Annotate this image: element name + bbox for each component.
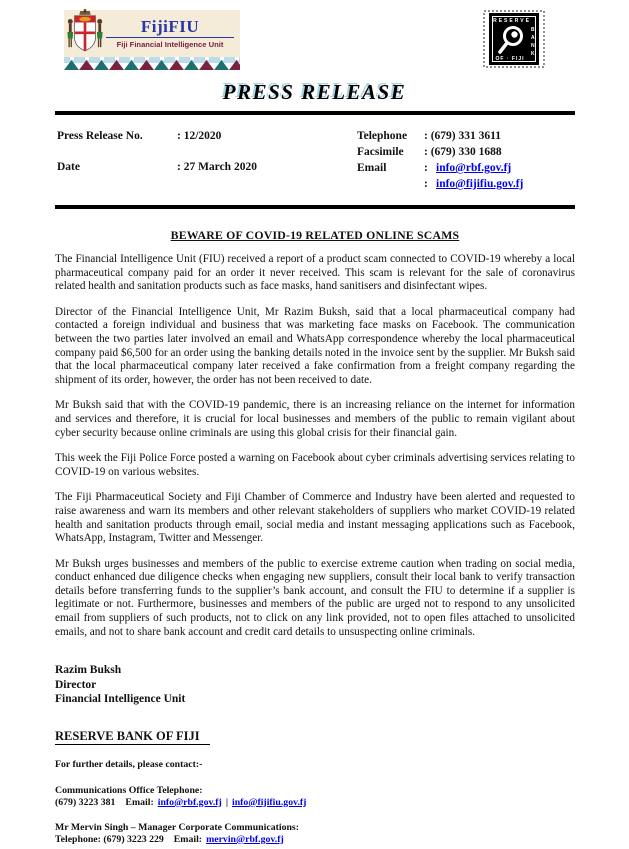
manager-email-prefix: Email: (173, 833, 203, 845)
email-label-spacer (357, 177, 424, 192)
meta-right-column (357, 129, 575, 193)
paragraph-5: The Fiji Pharmaceutical Society and Fiji Chamber of Commerce and Industry have been alerted and requested to raise awareness and warn its members and other relevant stakeholders of suppliers who market COVID-19 related health and sanitation products through email, social media and instant messaging applications such as Facebook, WhatsApp, Instagram, Twitter and Messenger. (55, 491, 575, 545)
press-release-no-row (57, 129, 357, 144)
email-prefix: Email: (125, 796, 154, 808)
paragraph-2: Director of the Financial Intelligence Unit, Mr Razim Buksh, said that a local pharmaceutical company had contacted a foreign individual and business that was marketing face masks on Facebook. The communication between the two parties later involved an email and WhatsApp correspondence whereby the local pharmaceutical company paid $6,500 for an order using the banking details noted in the invoice sent by the supplier. Mr Buksh said that the local pharmaceutical company later received a fake confirmation from a freight company regarding the shipment of its order, however, the order has not been received to date. (55, 305, 575, 386)
paragraph-6: Mr Buksh urges businesses and members of the public to exercise extreme caution when trading on social media, conduct enhanced due diligence checks when engaging new suppliers, consult their local bank to verify transaction details before transferring funds to the supplier’s bank account, and consult the FIU to determine if a supplier is legitimate or not. Furthermore, businesses and members of the public are urged not to respond to any unsolicited email from suppliers of such products, not to click on any link provided, not to open files attached to unsolicited emails, and not to share bank account and credit card details to unsuspecting online criminals. (55, 557, 575, 638)
telephone-value: : (679) 331 3611 (424, 130, 501, 142)
brand-texts (104, 18, 236, 49)
signatory-role: Director (55, 678, 97, 691)
org-subtitle: Fiji Financial Intelligence Unit (116, 40, 224, 49)
press-release-title: PRESS RELEASE (222, 80, 407, 104)
svg-text:A: A (531, 35, 535, 41)
email-link-fijifiu[interactable]: info@fijifiu.gov.fj (436, 178, 524, 190)
signatory-unit: Financial Intelligence Unit (55, 693, 186, 706)
email-row-2 (357, 177, 575, 192)
svg-text:B: B (531, 27, 535, 33)
document-header (0, 0, 629, 73)
press-release-no-value: : 12/2020 (177, 130, 222, 142)
email-separator: | (225, 796, 228, 808)
email-link-rbf[interactable]: info@rbf.gov.fj (436, 162, 512, 174)
fiji-coat-of-arms-icon (66, 9, 104, 58)
signature-block (55, 663, 575, 707)
facsimile-label: Facsimile (357, 146, 404, 158)
footer-contacts (55, 759, 575, 846)
fijifiu-logo-box (64, 10, 240, 57)
article-heading: BEWARE OF COVID-19 RELATED ONLINE SCAMS (170, 228, 460, 242)
organisation-name-text: RESERVE BANK OF FIJI (55, 729, 210, 745)
footer-intro: For further details, please contact:- (55, 758, 203, 770)
paragraph-4: This week the Fiji Police Force posted a warning on Facebook about cyber criminals advertising services relating to COVID-19 on various websites. (55, 452, 575, 478)
footer-email-link-mervin[interactable]: mervin@rbf.gov.fj (206, 833, 284, 845)
organisation-name (55, 729, 210, 745)
email-colon-1: : (424, 162, 428, 174)
manager-phone: Telephone: (679) 3223 229 (55, 833, 164, 845)
article-body (55, 253, 575, 639)
telephone-label: Telephone (357, 130, 408, 142)
paragraph-3: Mr Buksh said that with the COVID-19 pandemic, there is an increasing reliance on the internet for information and services and therefore, it is crucial for local businesses and members of the public to remain vigilant about cyber security because online criminals are using this global crisis for their financial gain. (55, 399, 575, 439)
manager-contact-block (55, 822, 575, 846)
divider-bottom (55, 205, 575, 209)
meta-block (0, 115, 629, 205)
communications-office-block (55, 785, 575, 809)
date-row (57, 160, 357, 175)
telephone-row (357, 129, 575, 144)
communications-office-line (55, 797, 575, 809)
meta-left-column (57, 129, 357, 193)
svg-text:N: N (531, 43, 535, 49)
tribal-triangle-border (64, 57, 240, 70)
manager-label: Mr Mervin Singh – Manager Corporate Communications: (55, 821, 299, 833)
svg-text:K: K (531, 51, 535, 57)
communications-office-phone: (679) 3223 381 (55, 796, 116, 808)
manager-contact-line (55, 834, 575, 846)
email-label: Email (357, 162, 387, 174)
fijifiu-brand-block (64, 10, 240, 70)
facsimile-value: : (679) 330 1688 (424, 146, 502, 158)
press-release-no-label: Press Release No. (57, 130, 143, 142)
date-value: : 27 March 2020 (177, 161, 257, 173)
reserve-bank-of-fiji-stamp-icon (483, 10, 545, 73)
footer-email-link-rbf[interactable]: info@rbf.gov.fj (157, 796, 222, 808)
org-name-rule (106, 37, 234, 38)
email-row-1 (357, 161, 575, 176)
email-colon-2: : (424, 178, 428, 190)
date-label: Date (57, 161, 80, 173)
svg-text:OF · FIJI: OF · FIJI (495, 56, 525, 62)
communications-office-label: Communications Office Telephone: (55, 784, 203, 796)
paragraph-1: The Financial Intelligence Unit (FIU) received a report of a product scam connected to COVID-19 whereby a local pharmaceutical company paid for an order it never received. This scam is relevant for the sale of coronavirus related health and sanitation products such as face masks, hand sanitisers and disinfectant wipes. (55, 253, 575, 293)
facsimile-row (357, 145, 575, 160)
signatory-name: Razim Buksh (55, 664, 122, 677)
footer-email-link-fijifiu[interactable]: info@fijifiu.gov.fj (232, 796, 307, 808)
svg-text:RESERVE: RESERVE (493, 18, 531, 24)
org-name: FijiFIU (140, 17, 200, 36)
